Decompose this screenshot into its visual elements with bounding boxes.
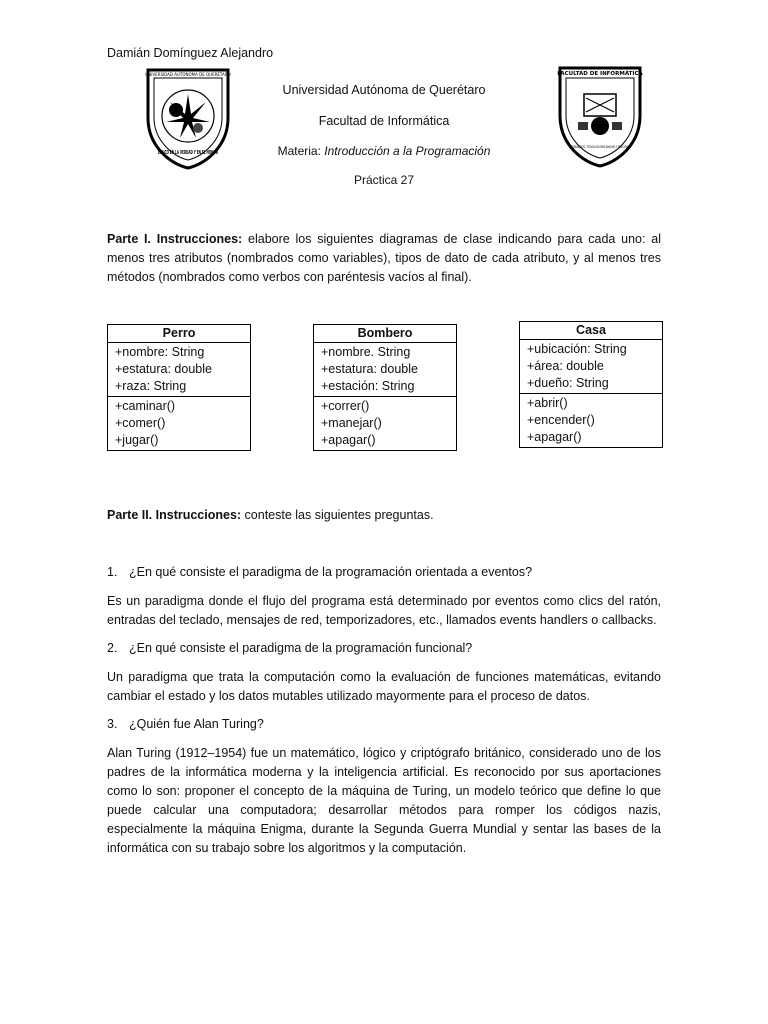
question-text: ¿En qué consiste el paradigma de la programación funcional? bbox=[129, 641, 473, 655]
question-3 bbox=[107, 717, 264, 731]
question-number: 3. bbox=[107, 717, 118, 731]
class-methods bbox=[108, 396, 250, 450]
subject-line bbox=[230, 144, 538, 158]
question-number: 2. bbox=[107, 641, 118, 655]
method: +jugar() bbox=[115, 433, 159, 447]
attribute: +estatura: double bbox=[321, 362, 418, 376]
uml-class-bombero bbox=[313, 324, 457, 451]
attribute: +nombre: String bbox=[115, 345, 205, 359]
method: +apagar() bbox=[527, 430, 582, 444]
part2-instructions bbox=[107, 506, 661, 525]
class-name: Perro bbox=[108, 325, 250, 343]
class-name: Casa bbox=[520, 322, 662, 340]
question-text: ¿En qué consiste el paradigma de la programación orientada a eventos? bbox=[129, 565, 533, 579]
answer-2: Un paradigma que trata la computación como la evaluación de funciones matemáticas, evitando cambiar el estado y los datos mutables utilizado mayormente para el proceso de datos. bbox=[107, 670, 661, 703]
class-methods bbox=[520, 393, 662, 447]
attribute: +estación: String bbox=[321, 379, 415, 393]
method: +caminar() bbox=[115, 399, 176, 413]
svg-text:RAZONAMIENTO, TECNOLOGÍA PARA: RAZONAMIENTO, TECNOLOGÍA PARA INNOVAR Y TRASCENDER bbox=[569, 145, 669, 149]
part1-text: elabore los siguientes diagramas de clase indicando para cada uno: al menos tres atributos (nombrados como variables), tipos de dato de cada atributo, y al menos tres métodos (nombrados como verbos con paréntesis vacíos al final). bbox=[107, 232, 661, 284]
part2-title: Parte II. Instrucciones: bbox=[107, 508, 242, 522]
svg-text:UNIVERSIDAD AUTÓNOMA DE QUERÉT: UNIVERSIDAD AUTÓNOMA DE QUERÉTARO bbox=[145, 72, 231, 77]
attribute: +estatura: double bbox=[115, 362, 212, 376]
part1-title: Parte I. Instrucciones: bbox=[107, 232, 243, 246]
method: +manejar() bbox=[321, 416, 382, 430]
answer-3: Alan Turing (1912–1954) fue un matemático, lógico y criptógrafo británico, considerado uno de los padres de la informática moderna y la inteligencia artificial. Es reconocido por sus aportaciones como lo son: proponer el concepto de la máquina de Turing, un modelo teórico que define lo que puede calcular una computadora; desarrollar métodos para romper los códigos nazis, especialmente la máquina Enigma, durante la Segunda Guerra Mundial y sentar las bases de la informática con su trabajo sobre los algoritmos y la computación. bbox=[107, 746, 661, 855]
class-attributes bbox=[520, 340, 662, 393]
uml-class-perro bbox=[107, 324, 251, 451]
informatica-seal-logo bbox=[556, 64, 669, 168]
method: +apagar() bbox=[321, 433, 376, 447]
uaq-seal-logo bbox=[144, 66, 232, 170]
class-attributes bbox=[108, 343, 250, 396]
attribute: +área: double bbox=[527, 359, 604, 373]
attribute: +dueño: String bbox=[527, 376, 609, 390]
attribute: +nombre. String bbox=[321, 345, 411, 359]
question-2 bbox=[107, 641, 472, 655]
method: +encender() bbox=[527, 413, 595, 427]
university-name: Universidad Autónoma de Querétaro bbox=[282, 83, 486, 97]
class-attributes bbox=[314, 343, 456, 396]
subject-label: Materia: bbox=[277, 144, 321, 158]
practice-number: Práctica 27 bbox=[353, 173, 415, 187]
svg-text:EDUCO EN LA VERDAD Y EN EL HON: EDUCO EN LA VERDAD Y EN EL HONOR bbox=[158, 150, 219, 156]
question-1 bbox=[107, 565, 532, 579]
question-text: ¿Quién fue Alan Turing? bbox=[129, 717, 264, 731]
method: +comer() bbox=[115, 416, 166, 430]
faculty-name: Facultad de Informática bbox=[318, 114, 450, 128]
method: +abrir() bbox=[527, 396, 568, 410]
answer-1: Es un paradigma donde el flujo del programa está determinado por eventos como clics del ratón, entradas del teclado, mensajes de red, temporizadores, etc., llamados events handlers o callbacks. bbox=[107, 594, 661, 627]
uml-class-casa bbox=[519, 321, 663, 448]
subject-value: Introducción a la Programación bbox=[324, 144, 491, 158]
part2-text: conteste las siguientes preguntas. bbox=[241, 508, 434, 522]
svg-text:FACULTAD DE INFORMÁTICA: FACULTAD DE INFORMÁTICA bbox=[557, 71, 643, 77]
class-name: Bombero bbox=[314, 325, 456, 343]
attribute: +ubicación: String bbox=[527, 342, 627, 356]
class-methods bbox=[314, 396, 456, 450]
author-name: Damián Domínguez Alejandro bbox=[107, 46, 274, 60]
question-number: 1. bbox=[107, 565, 118, 579]
attribute: +raza: String bbox=[115, 379, 187, 393]
method: +correr() bbox=[321, 399, 370, 413]
part1-instructions bbox=[107, 230, 661, 287]
